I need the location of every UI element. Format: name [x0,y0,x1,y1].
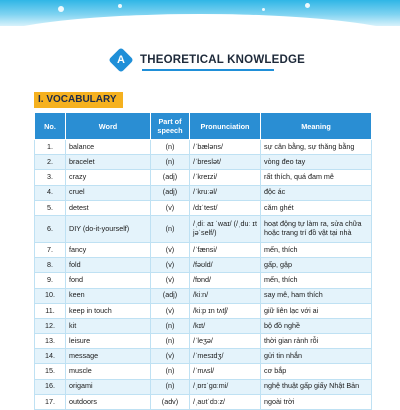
cell-meaning: sự cân bằng, sự thăng bằng [261,140,372,155]
cell-no: 11. [35,303,66,318]
cell-word: outdoors [66,394,151,409]
cell-pronunciation: /ˌɒrɪˈɡɑːmi/ [190,379,261,394]
table-row [35,258,372,273]
header-no: No. [35,113,66,140]
table-row [35,318,372,333]
cell-meaning: ngoài trời [261,394,372,409]
cell-pronunciation: /ˈleʒə/ [190,334,261,349]
cell-pronunciation: /ˈmesɪdʒ/ [190,349,261,364]
table-row [35,379,372,394]
table-row [35,334,372,349]
cell-pronunciation: /ˈbreslət/ [190,155,261,170]
cell-word: fold [66,258,151,273]
header-part-of-speech: Part of speech [151,113,190,140]
cell-no: 9. [35,273,66,288]
table-row [35,394,372,409]
table-row [35,170,372,185]
cell-pronunciation: /ˌaʊtˈdɔːz/ [190,394,261,409]
section-badge-icon [108,47,133,72]
cell-word: fancy [66,242,151,257]
cell-word: fond [66,273,151,288]
cell-word: DIY (do-it-yourself) [66,215,151,242]
cell-word: keep in touch [66,303,151,318]
cell-meaning: gấp, gập [261,258,372,273]
table-row [35,215,372,242]
cell-part-of-speech: (v) [151,349,190,364]
cell-part-of-speech: (v) [151,242,190,257]
sparkle-icon [58,6,64,12]
banner-wave [0,14,400,26]
cell-part-of-speech: (v) [151,303,190,318]
header-word: Word [66,113,151,140]
cell-pronunciation: /dɪˈtest/ [190,200,261,215]
cell-no: 7. [35,242,66,257]
cell-meaning: giữ liên lạc với ai [261,303,372,318]
cell-no: 14. [35,349,66,364]
cell-pronunciation: /ˈfænsi/ [190,242,261,257]
header-meaning: Meaning [261,113,372,140]
cell-no: 10. [35,288,66,303]
cell-part-of-speech: (adj) [151,170,190,185]
section-title-underline [142,69,274,71]
cell-pronunciation: /kiːn/ [190,288,261,303]
cell-meaning: bộ đồ nghề [261,318,372,333]
table-row [35,288,372,303]
cell-word: balance [66,140,151,155]
cell-no: 13. [35,334,66,349]
cell-no: 16. [35,379,66,394]
cell-word: cruel [66,185,151,200]
cell-pronunciation: /ˈkruːəl/ [190,185,261,200]
cell-pronunciation: /ˈkreɪzi/ [190,170,261,185]
cell-no: 6. [35,215,66,242]
section-title: THEORETICAL KNOWLEDGE [140,54,305,66]
cell-word: detest [66,200,151,215]
table-row [35,155,372,170]
cell-part-of-speech: (v) [151,258,190,273]
section-header [112,50,305,70]
table-row [35,303,372,318]
table-header-row [35,113,372,140]
cell-part-of-speech: (v) [151,200,190,215]
cell-meaning: hoạt động tự làm ra, sửa chữa hoặc trang trí đồ vật tại nhà [261,215,372,242]
table-row [35,242,372,257]
cell-meaning: mến, thích [261,273,372,288]
cell-no: 4. [35,185,66,200]
cell-meaning: mến, thích [261,242,372,257]
top-banner [0,0,400,26]
table-row [35,364,372,379]
cell-meaning: rất thích, quá đam mê [261,170,372,185]
cell-meaning: nghệ thuật gấp giấy Nhật Bản [261,379,372,394]
cell-meaning: độc ác [261,185,372,200]
cell-part-of-speech: (n) [151,215,190,242]
table-row [35,185,372,200]
cell-no: 8. [35,258,66,273]
cell-part-of-speech: (adv) [151,394,190,409]
sparkle-icon [262,8,265,11]
section-badge-letter: A [117,53,125,66]
cell-part-of-speech: (n) [151,155,190,170]
cell-pronunciation: /kiːp ɪn tʌtʃ/ [190,303,261,318]
cell-meaning: say mê, ham thích [261,288,372,303]
subsection-label: I. VOCABULARY [34,92,123,108]
table-body [35,140,372,410]
cell-part-of-speech: (n) [151,364,190,379]
cell-pronunciation: /fɒnd/ [190,273,261,288]
cell-part-of-speech: (adj) [151,288,190,303]
cell-word: keen [66,288,151,303]
cell-part-of-speech: (v) [151,273,190,288]
cell-word: muscle [66,364,151,379]
cell-word: crazy [66,170,151,185]
cell-no: 2. [35,155,66,170]
cell-meaning: căm ghét [261,200,372,215]
cell-word: message [66,349,151,364]
sparkle-icon [118,4,122,8]
cell-part-of-speech: (n) [151,379,190,394]
cell-pronunciation: /fəʊld/ [190,258,261,273]
cell-meaning: cơ bắp [261,364,372,379]
table-row [35,273,372,288]
header-pronunciation: Pronunciation [190,113,261,140]
cell-pronunciation: /kɪt/ [190,318,261,333]
cell-pronunciation: /ˈbæləns/ [190,140,261,155]
cell-meaning: vòng đeo tay [261,155,372,170]
cell-word: bracelet [66,155,151,170]
cell-no: 15. [35,364,66,379]
cell-meaning: gửi tin nhắn [261,349,372,364]
cell-no: 17. [35,394,66,409]
table-row [35,349,372,364]
cell-part-of-speech: (adj) [151,185,190,200]
cell-pronunciation: /ˌdiː aɪ ˈwaɪ/ (/ˌduː ɪt jəˈself/) [190,215,261,242]
cell-part-of-speech: (n) [151,318,190,333]
cell-no: 12. [35,318,66,333]
table-row [35,200,372,215]
vocabulary-table [34,112,372,410]
cell-meaning: thời gian rảnh rỗi [261,334,372,349]
cell-pronunciation: /ˈmʌsl/ [190,364,261,379]
cell-word: kit [66,318,151,333]
cell-no: 3. [35,170,66,185]
cell-word: leisure [66,334,151,349]
cell-no: 1. [35,140,66,155]
cell-part-of-speech: (n) [151,140,190,155]
cell-no: 5. [35,200,66,215]
sparkle-icon [305,3,310,8]
cell-part-of-speech: (n) [151,334,190,349]
cell-word: origami [66,379,151,394]
table-row [35,140,372,155]
